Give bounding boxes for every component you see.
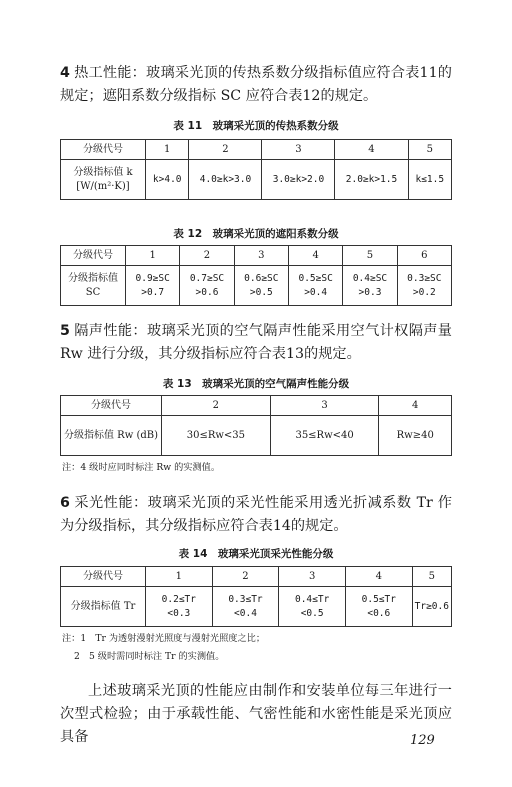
table-12 bbox=[60, 245, 452, 306]
table-14-value: 0.2≤Tr <0.3 bbox=[146, 587, 213, 627]
table-12-grade: 6 bbox=[397, 246, 451, 266]
table-12-caption: 表 12 玻璃采光顶的遮阳系数分级 bbox=[173, 228, 339, 240]
table-row bbox=[61, 396, 452, 416]
table-14-value: 0.3≤Tr <0.4 bbox=[212, 587, 279, 627]
table-11-value: 4.0≥k>3.0 bbox=[189, 160, 262, 200]
table-13 bbox=[60, 395, 452, 456]
table-11-value: k≤1.5 bbox=[408, 160, 452, 200]
table-12-value: 0.9≥SC >0.7 bbox=[126, 266, 180, 306]
page-number: 129 bbox=[410, 733, 435, 748]
table-13-header-label: 分级代号 bbox=[61, 396, 162, 416]
table-14-note-2: 2 5 级时需同时标注 Tr 的实测值。 bbox=[74, 651, 225, 662]
table-11-grade: 4 bbox=[335, 140, 408, 160]
table-row bbox=[61, 266, 452, 306]
table-14-caption: 表 14 玻璃采光顶采光性能分级 bbox=[178, 548, 334, 560]
table-row bbox=[61, 587, 452, 627]
table-12-value: 0.5≥SC >0.4 bbox=[288, 266, 342, 306]
paragraph-4-number: 4 bbox=[60, 65, 70, 81]
table-12-grade: 1 bbox=[126, 246, 180, 266]
table-14-grade: 5 bbox=[412, 567, 451, 587]
table-11-grade: 2 bbox=[189, 140, 262, 160]
table-11-value: k>4.0 bbox=[146, 160, 189, 200]
table-14 bbox=[60, 566, 452, 627]
table-11-caption: 表 11 玻璃采光顶的传热系数分级 bbox=[173, 120, 339, 132]
table-12-grade: 3 bbox=[234, 246, 288, 266]
table-11-value: 3.0≥k>2.0 bbox=[262, 160, 335, 200]
table-row bbox=[61, 246, 452, 266]
table-11-grade: 1 bbox=[146, 140, 189, 160]
table-row bbox=[61, 416, 452, 456]
table-13-note: 注：4 级时应同时标注 Rw 的实测值。 bbox=[62, 462, 221, 473]
table-11 bbox=[60, 139, 452, 200]
paragraph-4-text: 热工性能：玻璃采光顶的传热系数分级指标值应符合表11的规定；遮阳系数分级指标 SC 应符合表12的规定。 bbox=[60, 65, 452, 104]
table-11-grade: 3 bbox=[262, 140, 335, 160]
table-14-row-label: 分级指标值 Tr bbox=[61, 587, 146, 627]
closing-paragraph: 上述玻璃采光顶的性能应由制作和安装单位每三年进行一次型式检验；由于承载性能、气密性能和水密性能是采光顶应具备 bbox=[60, 683, 452, 745]
table-12-grade: 4 bbox=[288, 246, 342, 266]
paragraph-4 bbox=[60, 62, 452, 108]
table-12-row-label: 分级指标值 SC bbox=[61, 266, 126, 306]
table-11-row-label: 分级指标值 k [W/(m²·K)] bbox=[61, 160, 146, 200]
table-14-grade: 4 bbox=[345, 567, 412, 587]
table-14-note-1: 注：1 Tr 为透射漫射光照度与漫射光照度之比； bbox=[62, 633, 266, 644]
table-14-value: 0.4≤Tr <0.5 bbox=[279, 587, 346, 627]
table-12-grade: 2 bbox=[180, 246, 234, 266]
table-14-header-label: 分级代号 bbox=[61, 567, 146, 587]
table-11-grade: 5 bbox=[408, 140, 452, 160]
table-14-value: 0.5≤Tr <0.6 bbox=[345, 587, 412, 627]
table-14-grade: 2 bbox=[212, 567, 279, 587]
table-13-row-label: 分级指标值 Rw (dB) bbox=[61, 416, 162, 456]
paragraph-5 bbox=[60, 320, 452, 366]
table-13-grade: 4 bbox=[379, 396, 452, 416]
table-12-value: 0.6≥SC >0.5 bbox=[234, 266, 288, 306]
table-12-grade: 5 bbox=[343, 246, 397, 266]
table-row bbox=[61, 160, 452, 200]
paragraph-6 bbox=[60, 492, 452, 538]
table-12-header-label: 分级代号 bbox=[61, 246, 126, 266]
paragraph-5-text: 隔声性能：玻璃采光顶的空气隔声性能采用空气计权隔声量 Rw 进行分级，其分级指标应符合表13的规定。 bbox=[60, 323, 452, 362]
table-13-value: 30≤Rw<35 bbox=[162, 416, 271, 456]
table-14-value: Tr≥0.6 bbox=[412, 587, 451, 627]
table-13-grade: 2 bbox=[162, 396, 271, 416]
paragraph-6-text: 采光性能：玻璃采光顶的采光性能采用透光折减系数 Tr 作为分级指标，其分级指标应符合表14的规定。 bbox=[60, 495, 452, 534]
table-13-value: Rw≥40 bbox=[379, 416, 452, 456]
table-13-value: 35≤Rw<40 bbox=[270, 416, 379, 456]
table-row bbox=[61, 567, 452, 587]
table-14-grade: 3 bbox=[279, 567, 346, 587]
table-13-caption: 表 13 玻璃采光顶的空气隔声性能分级 bbox=[162, 378, 350, 390]
paragraph-6-number: 6 bbox=[60, 495, 70, 511]
table-12-value: 0.3≥SC >0.2 bbox=[397, 266, 451, 306]
table-12-value: 0.7≥SC >0.6 bbox=[180, 266, 234, 306]
table-14-grade: 1 bbox=[146, 567, 213, 587]
table-13-grade: 3 bbox=[270, 396, 379, 416]
table-11-header-label: 分级代号 bbox=[61, 140, 146, 160]
table-11-value: 2.0≥k>1.5 bbox=[335, 160, 408, 200]
table-row bbox=[61, 140, 452, 160]
paragraph-5-number: 5 bbox=[60, 323, 70, 339]
table-12-value: 0.4≥SC >0.3 bbox=[343, 266, 397, 306]
